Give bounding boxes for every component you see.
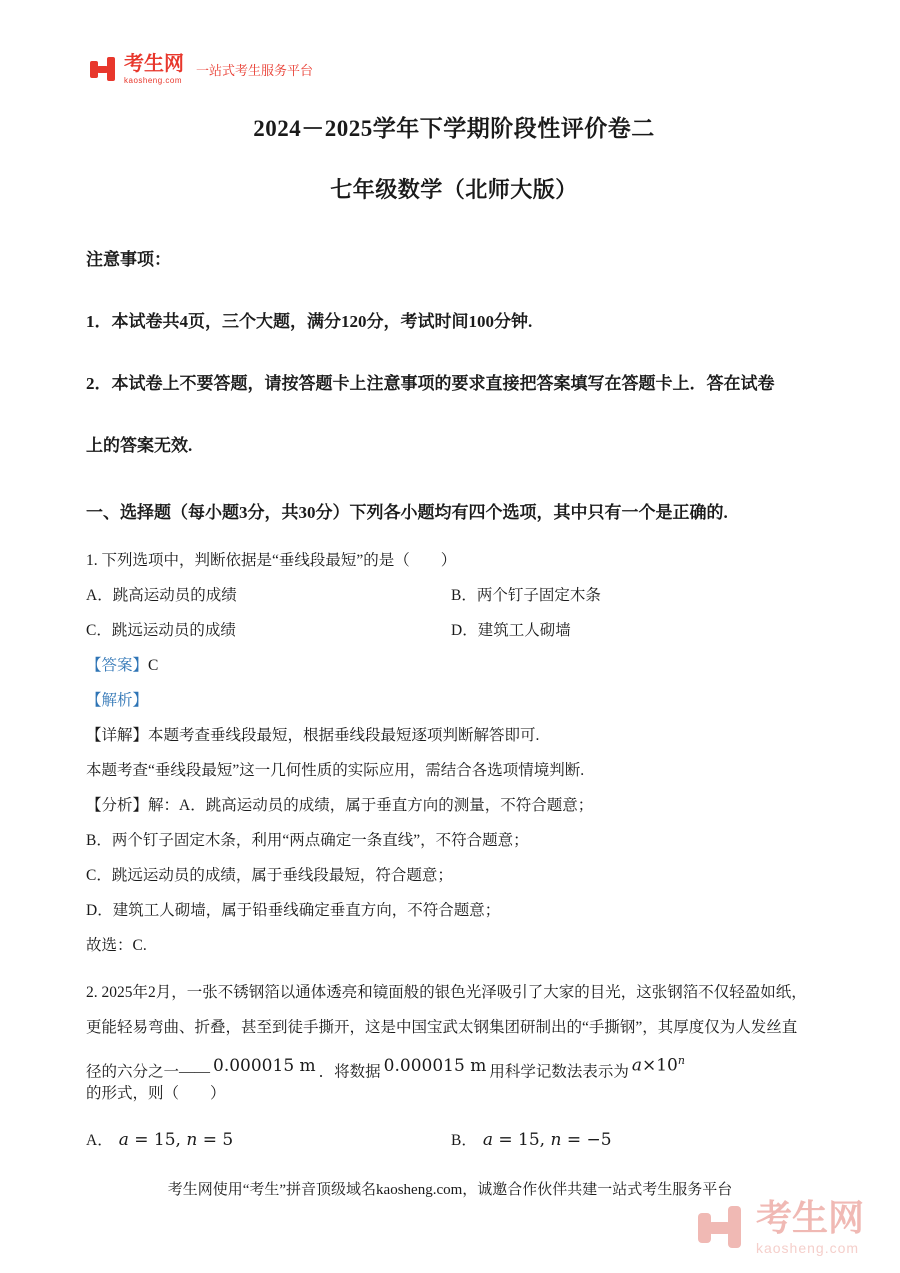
question-1-option-c: C．跳远运动员的成绩	[86, 622, 236, 639]
question-2-options-row	[86, 1130, 822, 1151]
question-2-line-3	[86, 1056, 822, 1104]
conclusion-line: 故选：C.	[86, 937, 147, 954]
analysis-line-d: D．建筑工人砌墙，属于铅垂线确定垂直方向，不符合题意；	[86, 902, 501, 919]
watermark-text-column	[755, 1196, 864, 1256]
footer-text: 考生网使用“考生”拼音顶级域名kaosheng.com，诚邀合作伙伴共建一站式考生服务平台	[167, 1182, 733, 1198]
question-1-options-row-1	[86, 585, 822, 606]
watermark-domain: kaosheng.com	[755, 1239, 860, 1256]
math-var-n: n	[186, 1129, 198, 1150]
math-var-a: a	[118, 1129, 129, 1150]
logo-block	[97, 66, 108, 73]
question-1-options-row-2	[86, 620, 822, 641]
question-2-line-3-text-3: 用科学记数法表示为	[489, 1063, 629, 1081]
math-eq: = −5	[561, 1129, 612, 1150]
logo-block	[710, 1222, 729, 1234]
analysis-line-b: B．两个钉子固定木条，利用“两点确定一条直线”，不符合题意；	[86, 832, 529, 849]
formula-scientific-notation	[629, 1050, 688, 1077]
question-1-option-b: B．两个钉子固定木条	[451, 587, 601, 604]
notice-item-1: 1．本试卷共4页，三个大题，满分120分，考试时间100分钟.	[86, 312, 533, 331]
notice-heading: 注意事项：	[86, 250, 171, 269]
question-2-option-a-math	[113, 1130, 233, 1150]
logo-block	[107, 57, 115, 81]
question-2-option-b-math	[477, 1130, 612, 1150]
answer-line	[86, 655, 822, 676]
brand-tagline: 一站式考生服务平台	[196, 62, 314, 78]
notice-item-2-line-2: 上的答案无效.	[86, 436, 193, 455]
math-eq: = 15,	[492, 1129, 551, 1150]
brand-domain-text: kaosheng.com	[124, 75, 183, 85]
notice-item-2-line-1: 2．本试卷上不要答题，请按答题卡上注意事项的要求直接把答案填写在答题卡上．答在试卷	[86, 374, 775, 393]
analysis-heading-line	[86, 690, 822, 711]
answer-value: C	[148, 657, 159, 674]
analysis-label: 【解析】	[86, 692, 149, 709]
analysis-line-a: 【分析】解：A．跳高运动员的成绩，属于垂直方向的测量，不符合题意；	[86, 797, 594, 814]
kaosheng-watermark-icon	[694, 1198, 748, 1256]
question-1-stem: 1. 下列选项中，判断依据是“垂线段最短”的是（ ）	[86, 552, 457, 569]
math-eq: = 5	[197, 1129, 234, 1150]
question-2-line-1: 2. 2025年2月，一张不锈钢箔以通体透亮和镜面般的银色光泽吸引了大家的目光，这张钢箔不仅轻盈如纸，	[86, 984, 807, 1001]
question-2-line-2: 更能轻易弯曲、折叠，甚至到徒手撕开，这是中国宝武太钢集团研制出的“手撕钢”，其厚度仅为人发丝直	[86, 1019, 798, 1036]
exam-title: 2024－2025学年下学期阶段性评价卷二	[253, 116, 655, 141]
formula-thickness-2: 0.000015 m	[383, 1055, 487, 1076]
watermark-logo	[694, 1198, 864, 1256]
question-1-option-d: D．建筑工人砌墙	[451, 622, 571, 639]
note-line: 本题考查“垂线段最短”这一几何性质的实际应用，需结合各选项情境判断.	[86, 762, 585, 779]
math-eq: = 15,	[128, 1129, 187, 1150]
question-2-line-3-text-1: 径的六分之一——	[86, 1063, 211, 1081]
logo-block	[728, 1206, 741, 1248]
answer-label: 【答案】	[86, 657, 149, 674]
question-2-line-3-text-2: ．将数据	[318, 1063, 381, 1081]
question-2-option-a	[86, 1130, 451, 1151]
kaosheng-logo-icon	[88, 52, 118, 86]
math-exp-n: n	[677, 1054, 685, 1067]
kaosheng-logo	[88, 52, 313, 86]
math-var-a: a	[482, 1129, 493, 1150]
formula-thickness-1: 0.000015 m	[213, 1055, 316, 1076]
question-2-option-a-label: A．	[86, 1131, 113, 1149]
math-var-n: n	[550, 1129, 562, 1150]
section-1-heading: 一、选择题（每小题3分，共30分）下列各小题均有四个选项，其中只有一个是正确的.	[86, 503, 728, 522]
question-1-option-a: A．跳高运动员的成绩	[86, 587, 237, 604]
math-times-10: ×10	[641, 1055, 678, 1076]
math-var-a: a	[631, 1055, 642, 1076]
brand-name: 考生网	[124, 52, 184, 75]
exam-subtitle: 七年级数学（北师大版）	[330, 177, 578, 202]
question-2-option-b	[451, 1130, 612, 1151]
watermark-brand: 考生网	[755, 1196, 864, 1238]
brand-text-column	[124, 54, 184, 85]
question-2-line-3-text-4: 的形式，则（ ）	[86, 1084, 226, 1102]
analysis-line-c: C．跳远运动员的成绩，属于垂线段最短，符合题意；	[86, 867, 453, 884]
detail-line: 【详解】本题考查垂线段最短，根据垂线段最短逐项判断解答即可.	[86, 727, 540, 744]
question-2-option-b-label: B．	[451, 1131, 477, 1149]
